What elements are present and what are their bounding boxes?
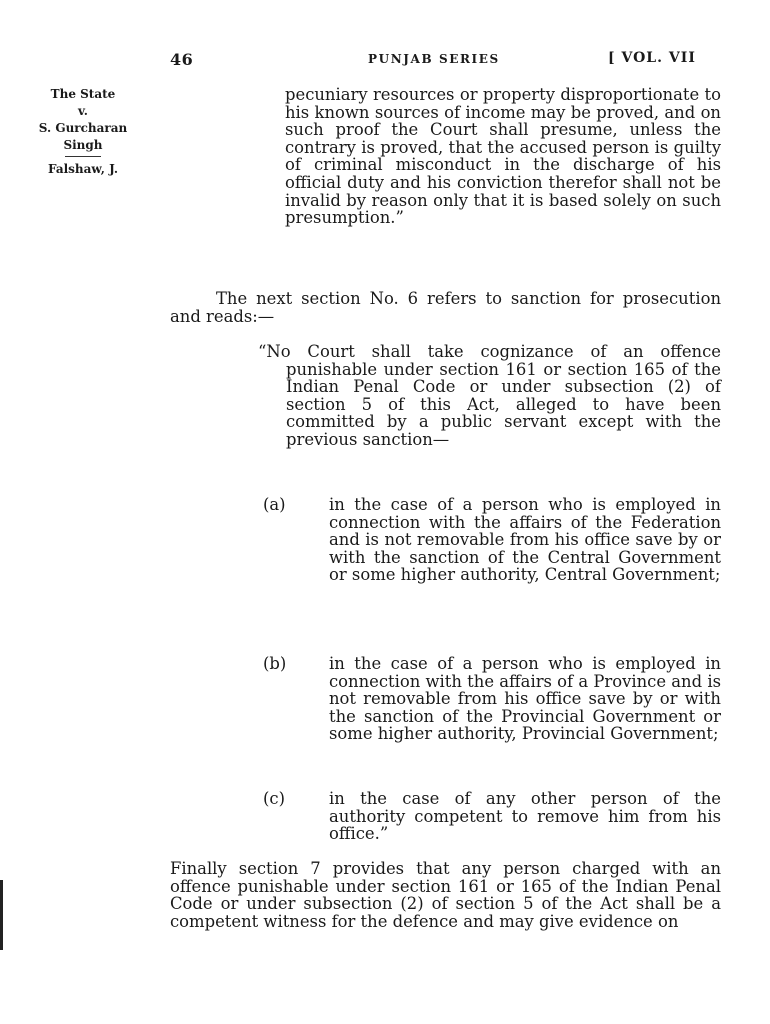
clause-text: in the case of any other person of the authority competent to remove him from his office.” xyxy=(329,789,721,844)
paragraph-section-7: Finally section 7 provides that any person charged with an offence punishable under section 161 or 165 of the Indian Penal Code or under subsection (2) of section 5 of the Act shall be a competent witness for the defence and may give evidence on xyxy=(170,859,721,931)
caption-party-2-cont: Singh xyxy=(63,138,103,152)
clause-label: (a) xyxy=(263,495,286,514)
clause-c xyxy=(263,789,721,844)
scan-edge-mark xyxy=(0,880,3,950)
series-title: PUNJAB SERIES xyxy=(368,52,500,66)
clause-label: (c) xyxy=(263,789,285,808)
quoted-section-6: “No Court shall take cognizance of an offence punishable under section 161 or section 165 of the Indian Penal Code or under subsection (2) of section 5 of this Act, alleged to have been committed by a public servant except with the previous sanction— xyxy=(258,342,721,449)
case-caption xyxy=(8,86,158,178)
clause-label: (b) xyxy=(263,654,287,673)
caption-judge: Falshaw, J. xyxy=(47,162,119,176)
quoted-section-5-continuation: pecuniary resources or property disproportionate to his known sources of income may be proved, and on such proof the Court shall presume, unless the contrary is proved, that the accused person is guilty of criminal misconduct in the discharge of his official duty and his conviction therefor shall not be invalid by reason only that it is based solely on such presumption.” xyxy=(285,85,721,228)
caption-party-2: S. Gurcharan xyxy=(38,121,128,135)
paragraph-section-6-intro: The next section No. 6 refers to sanction for prosecution and reads:— xyxy=(170,289,721,326)
caption-versus: v. xyxy=(78,104,88,118)
clause-text: in the case of a person who is employed in connection with the affairs of the Federation and is not removable from his office save by or with the sanction of the Central Government or some higher authority, Central Government; xyxy=(329,495,721,585)
clause-text: in the case of a person who is employed in connection with the affairs of a Province and is not removable from his office save by or with the sanction of the Provincial Government or some higher authority, Provincial Government; xyxy=(329,654,721,744)
caption-party-1: The State xyxy=(50,87,116,101)
clause-b xyxy=(263,654,721,744)
page-number: 46 xyxy=(170,50,194,69)
clause-a xyxy=(263,495,721,585)
caption-divider xyxy=(65,156,101,157)
volume-label: [ VOL. VII xyxy=(608,50,696,66)
